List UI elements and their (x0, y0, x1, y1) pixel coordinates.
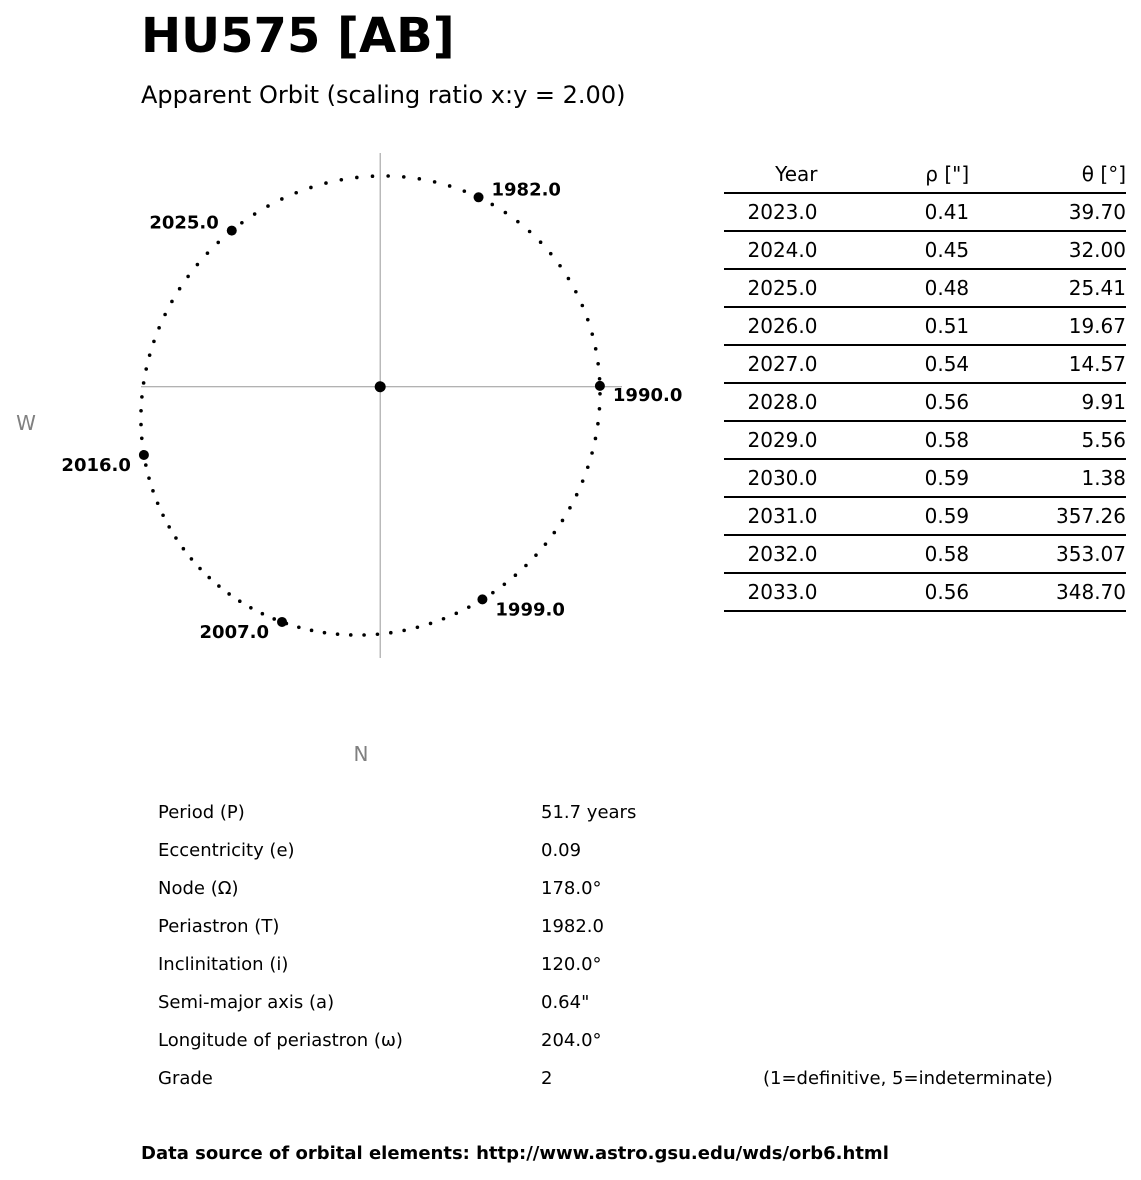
orbit-dot (163, 313, 167, 317)
orbit-dot (528, 230, 532, 234)
epoch-label: 1990.0 (612, 384, 683, 406)
ephemeris-table (724, 156, 1126, 612)
orbit-dot (552, 531, 556, 535)
orbit-dot (217, 584, 221, 588)
orbit-dot (206, 251, 210, 255)
orbit-dot (561, 519, 565, 523)
element-name: Inclinitation (i) (158, 954, 289, 975)
orbit-dot (575, 493, 579, 497)
element-value: 2 (541, 1068, 553, 1089)
rho-cell: 0.51 (817, 307, 969, 345)
orbit-dot (581, 304, 585, 308)
orbit-dot (596, 422, 600, 426)
orbit-dot (442, 617, 446, 621)
orbit-dot (558, 264, 562, 268)
orbit-dot (402, 629, 406, 633)
year-cell: 2023.0 (724, 193, 817, 231)
orbit-dot (144, 463, 148, 467)
west-label: W (16, 411, 36, 435)
element-row (158, 1061, 1138, 1099)
orbit-dot (574, 290, 578, 294)
epoch-marker (139, 450, 149, 460)
element-row (158, 833, 1138, 871)
table-row (724, 421, 1126, 459)
orbit-dot (429, 622, 433, 626)
rho-cell: 0.54 (817, 345, 969, 383)
element-row (158, 985, 1138, 1023)
element-row (158, 1023, 1138, 1061)
theta-cell: 348.70 (969, 573, 1126, 611)
orbit-dot (454, 612, 458, 616)
orbit-dot (402, 175, 406, 179)
orbit-dot (598, 392, 602, 396)
orbit-dot (586, 465, 590, 469)
element-value: 0.09 (541, 840, 582, 861)
orbit-dot (144, 367, 148, 371)
year-cell: 2025.0 (724, 269, 817, 307)
theta-cell: 32.00 (969, 231, 1126, 269)
table-row (724, 573, 1126, 611)
element-row (158, 947, 1138, 985)
year-cell: 2026.0 (724, 307, 817, 345)
orbit-dot (362, 633, 366, 637)
orbit-dot (272, 617, 276, 621)
element-value: 178.0° (541, 878, 602, 899)
year-cell: 2033.0 (724, 573, 817, 611)
orbit-dot (544, 542, 548, 546)
orbit-dot (448, 184, 452, 188)
element-name: Semi-major axis (a) (158, 992, 335, 1013)
orbit-dot (418, 177, 422, 181)
orbit-dot (240, 221, 244, 225)
epoch-label: 2025.0 (149, 212, 219, 234)
orbit-dot (524, 564, 528, 568)
orbit-dot (467, 605, 471, 609)
element-note: (1=definitive, 5=indeterminate) (763, 1068, 1053, 1089)
orbit-dot (182, 547, 186, 551)
epoch-marker (227, 226, 237, 236)
year-cell: 2029.0 (724, 421, 817, 459)
element-value: 120.0° (541, 954, 602, 975)
orbit-dot (539, 240, 543, 244)
element-name: Period (P) (158, 802, 245, 823)
epoch-marker (277, 617, 287, 627)
orbit-dot (386, 174, 390, 178)
orbit-dot (266, 204, 270, 208)
element-name: Longitude of periastron (ω) (158, 1030, 403, 1051)
orbit-dot (594, 347, 598, 351)
orbit-dot (504, 211, 508, 215)
element-value: 51.7 years (541, 802, 637, 823)
orbit-dot (178, 287, 182, 291)
primary-star-marker (375, 381, 386, 392)
orbit-dot (170, 300, 174, 304)
theta-cell: 5.56 (969, 421, 1126, 459)
orbit-dot (586, 318, 590, 322)
rho-header: ρ ["] (817, 156, 969, 193)
year-cell: 2028.0 (724, 383, 817, 421)
orbit-dot (151, 489, 155, 493)
orbit-dot (174, 536, 178, 540)
theta-cell: 357.26 (969, 497, 1126, 535)
year-header: Year (724, 156, 817, 193)
orbit-dot (253, 212, 257, 216)
orbit-dot (433, 180, 437, 184)
orbit-dot (598, 377, 602, 381)
theta-cell: 14.57 (969, 345, 1126, 383)
orbit-dot (139, 409, 143, 413)
year-cell: 2027.0 (724, 345, 817, 383)
orbit-dot (590, 451, 594, 455)
orbit-dot (280, 197, 284, 201)
orbit-dot (596, 362, 600, 366)
orbit-dot (491, 591, 495, 595)
orbit-dot (167, 525, 171, 529)
orbit-dot (594, 437, 598, 441)
orbit-dot (196, 263, 200, 267)
theta-cell: 1.38 (969, 459, 1126, 497)
rho-cell: 0.58 (817, 535, 969, 573)
year-cell: 2030.0 (724, 459, 817, 497)
orbit-dot (336, 632, 340, 636)
orbit-dot (567, 277, 571, 281)
orbit-dot (371, 174, 375, 178)
element-name: Eccentricity (e) (158, 840, 295, 861)
orbit-dot (186, 275, 190, 279)
theta-cell: 39.70 (969, 193, 1126, 231)
epoch-markers (61, 179, 682, 643)
table-row (724, 193, 1126, 231)
table-row (724, 535, 1126, 573)
orbit-dot (310, 629, 314, 633)
rho-cell: 0.56 (817, 573, 969, 611)
orbit-dot (416, 625, 420, 629)
orbit-dot (139, 423, 143, 427)
year-cell: 2031.0 (724, 497, 817, 535)
element-value: 1982.0 (541, 916, 604, 937)
orbit-dot (324, 181, 328, 185)
north-label: N (353, 742, 369, 766)
element-value: 204.0° (541, 1030, 602, 1051)
orbit-dot (514, 573, 518, 577)
element-name: Grade (158, 1068, 213, 1089)
element-row (158, 909, 1138, 947)
orbit-dot (309, 186, 313, 190)
orbit-dot (549, 252, 553, 256)
orbit-dot (568, 506, 572, 510)
orbit-path (139, 174, 602, 637)
rho-cell: 0.58 (817, 421, 969, 459)
orbit-dot (161, 513, 165, 517)
orbit-dot (198, 567, 202, 571)
orbit-dot (581, 479, 585, 483)
table-row (724, 383, 1126, 421)
orbit-dot (463, 189, 467, 193)
orbit-dot (349, 633, 353, 637)
table-row (724, 497, 1126, 535)
epoch-label: 2016.0 (61, 455, 131, 476)
orbit-dot (294, 191, 298, 195)
orbit-dot (152, 340, 156, 344)
theta-cell: 19.67 (969, 307, 1126, 345)
year-cell: 2032.0 (724, 535, 817, 573)
element-row (158, 795, 1138, 833)
orbit-dot (534, 553, 538, 557)
theta-header: θ [°] (969, 156, 1126, 193)
page-title: HU575 [AB] (141, 8, 455, 64)
epoch-label: 2007.0 (199, 621, 269, 643)
element-name: Periastron (T) (158, 916, 280, 937)
epoch-marker (474, 192, 484, 202)
rho-cell: 0.59 (817, 497, 969, 535)
table-row (724, 307, 1126, 345)
epoch-marker (595, 381, 605, 391)
orbit-dot (227, 592, 231, 596)
orbit-dot (490, 203, 494, 207)
table-row (724, 231, 1126, 269)
orbit-dot (340, 178, 344, 182)
orbit-dot (297, 625, 301, 629)
rho-cell: 0.41 (817, 193, 969, 231)
epoch-label: 1999.0 (495, 599, 565, 621)
orbit-dot (207, 576, 211, 580)
orbit-dot (249, 606, 253, 610)
data-source-note: Data source of orbital elements: http://www.astro.gsu.edu/wds/orb6.html (141, 1143, 889, 1164)
orbit-dot (389, 631, 393, 635)
rho-cell: 0.48 (817, 269, 969, 307)
rho-cell: 0.56 (817, 383, 969, 421)
orbit-dot (376, 632, 380, 636)
orbit-dot (140, 436, 144, 440)
ephemeris-header-row (724, 156, 1126, 193)
orbit-dot (261, 612, 265, 616)
table-row (724, 459, 1126, 497)
orbit-dot (140, 395, 144, 399)
orbit-dot (157, 326, 161, 330)
orbit-dot (355, 176, 359, 180)
element-value: 0.64" (541, 992, 590, 1013)
table-row (724, 269, 1126, 307)
orbit-dot (323, 631, 327, 635)
theta-cell: 9.91 (969, 383, 1126, 421)
element-row (158, 871, 1138, 909)
table-row (724, 345, 1126, 383)
orbit-dot (503, 582, 507, 586)
orbit-dot (598, 407, 602, 411)
rho-cell: 0.45 (817, 231, 969, 269)
rho-cell: 0.59 (817, 459, 969, 497)
year-cell: 2024.0 (724, 231, 817, 269)
orbit-dot (238, 599, 242, 603)
orbit-dot (590, 332, 594, 336)
orbit-dot (190, 557, 194, 561)
page-subtitle: Apparent Orbit (scaling ratio x:y = 2.00) (141, 81, 626, 109)
orbit-dot (216, 241, 220, 245)
theta-cell: 25.41 (969, 269, 1126, 307)
element-name: Node (Ω) (158, 878, 239, 899)
orbit-dot (148, 353, 152, 357)
epoch-label: 1982.0 (491, 179, 561, 201)
orbit-dot (142, 381, 146, 385)
epoch-marker (477, 594, 487, 604)
orbit-dot (147, 476, 151, 480)
theta-cell: 353.07 (969, 535, 1126, 573)
orbit-dot (516, 220, 520, 224)
orbit-dot (156, 501, 160, 505)
